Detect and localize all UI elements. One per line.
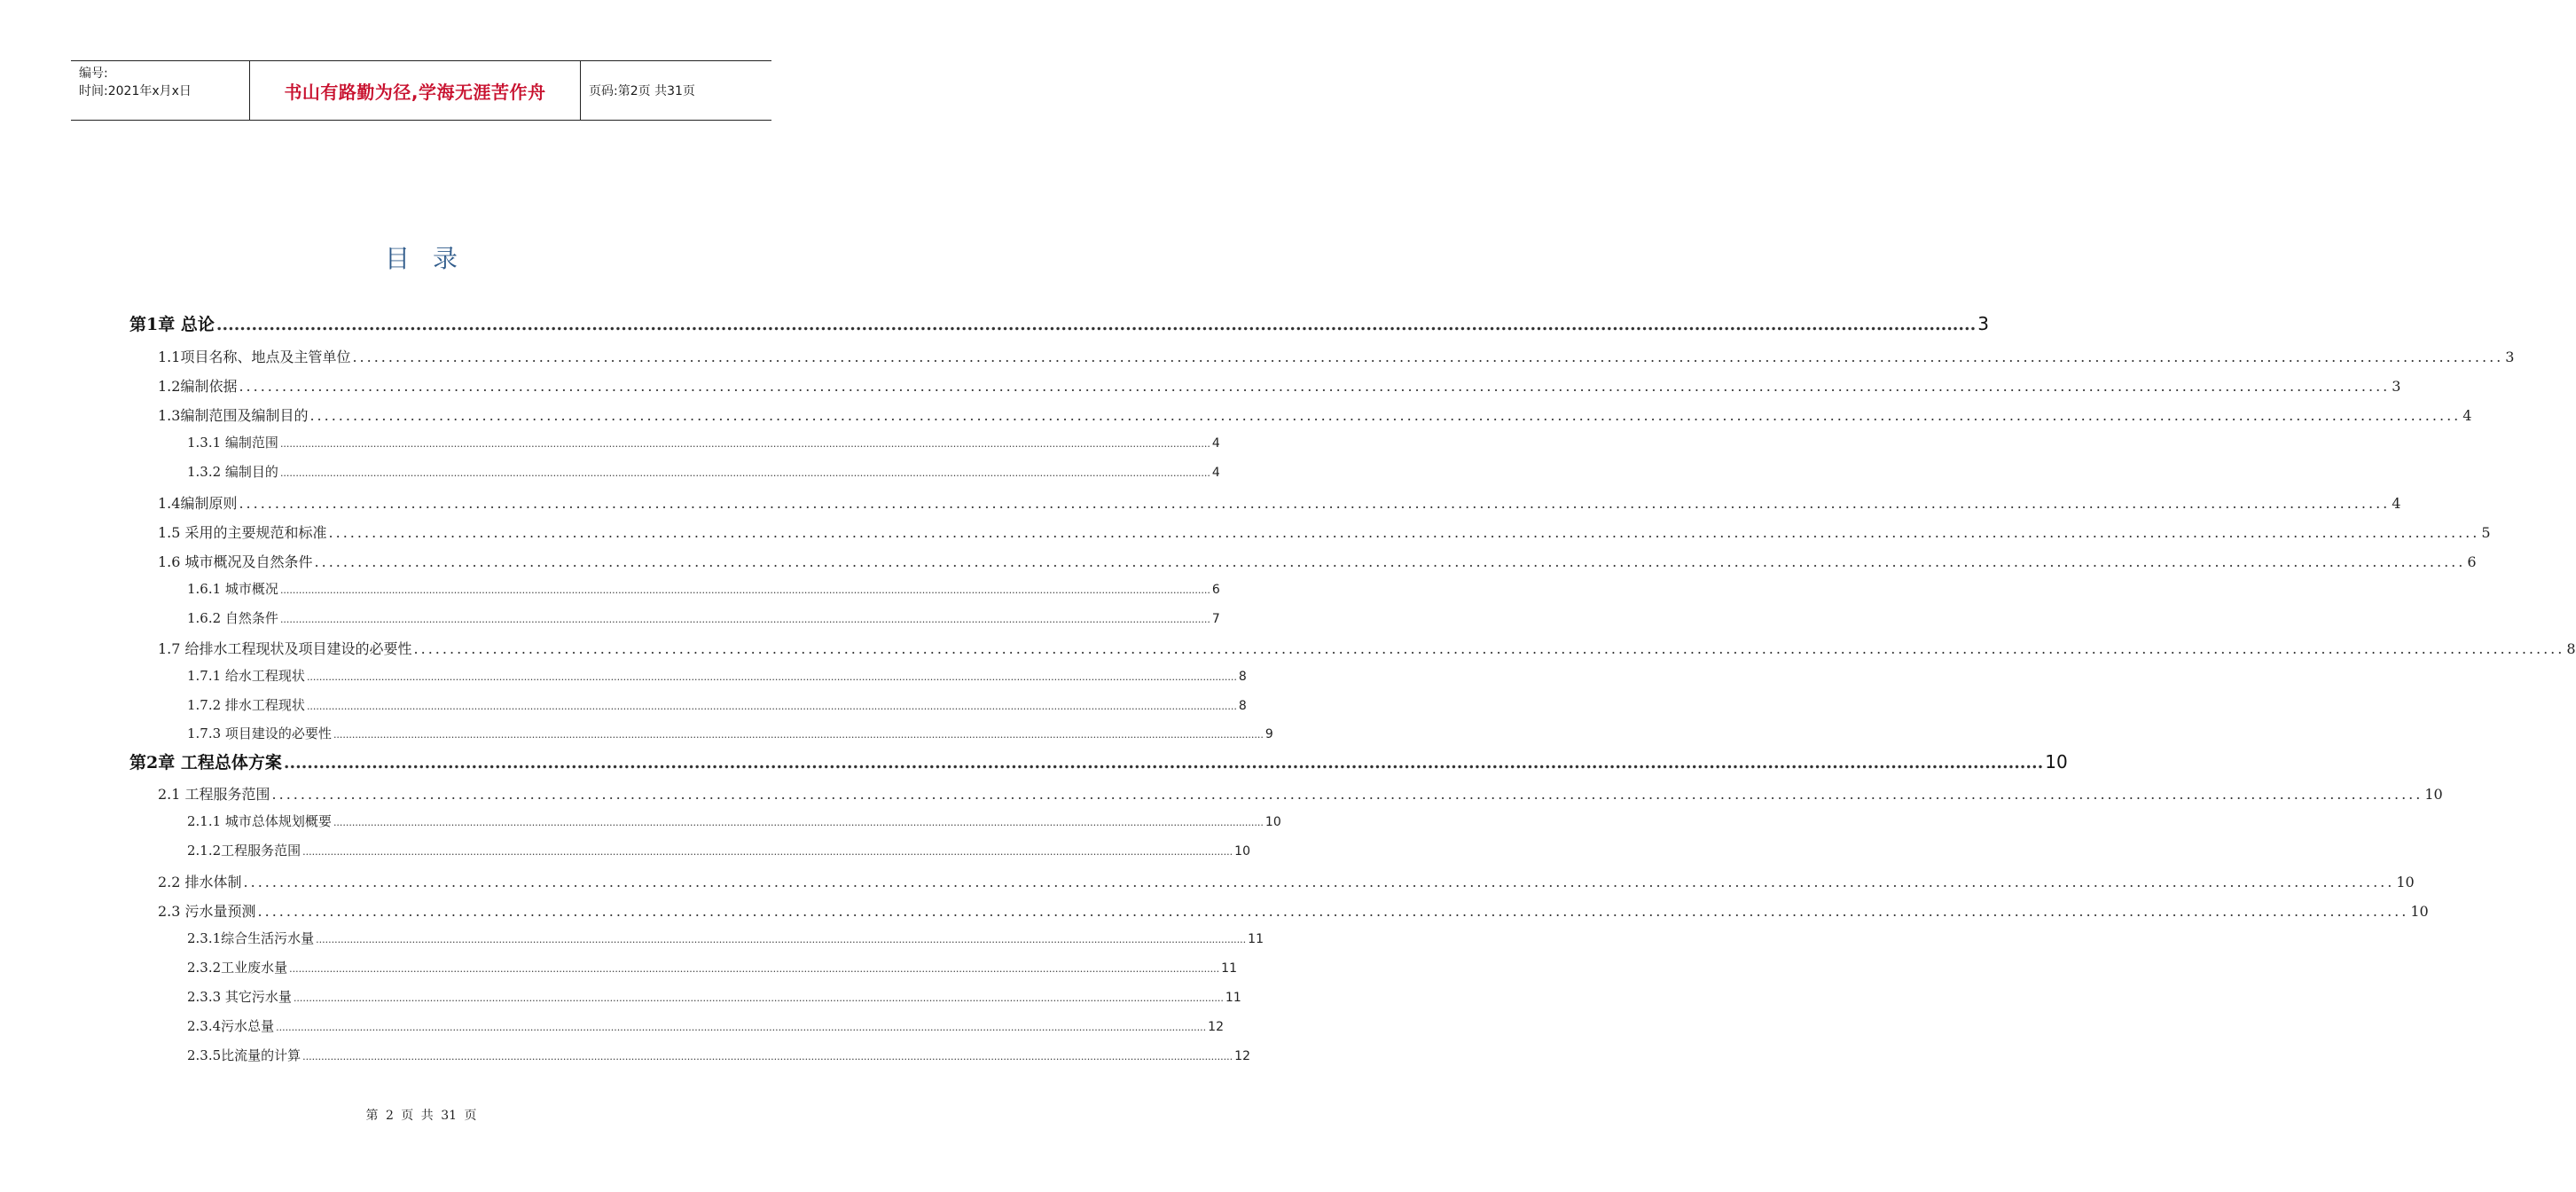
toc-entry-label: 1.5 采用的主要规范和标准 [158,524,327,541]
toc-leader-dots: ............................................................................................................................................................................................................................................................................................................ [333,729,1264,741]
toc-entry-page: 12 [1208,1020,1224,1034]
toc-entry-label: 1.7.1 给水工程现状 [187,668,305,684]
toc-entry-page: 11 [1225,991,1241,1005]
toc-entry-label: 1.3.2 编制目的 [187,464,278,480]
toc-entry-page: 10 [2045,751,2068,772]
toc-entry[interactable] [158,551,2477,570]
toc-entry-page: 12 [1234,1049,1250,1063]
toc-entry-label: 第2章 工程总体方案 [129,753,282,772]
toc-entry[interactable] [158,871,2415,890]
toc-entry-label: 1.7 给排水工程现状及项目建设的必要性 [158,640,412,657]
toc-entry[interactable] [187,579,1220,599]
toc-entry[interactable] [158,783,2443,803]
toc-entry-page: 4 [1211,466,1220,480]
toc-entry[interactable] [187,987,1241,1007]
toc-leader-dots: ............................................................................................................................................................................................................................................................................................................ [215,315,1977,334]
toc-entry-label: 2.3.4污水总量 [187,1018,275,1034]
toc-entry-page: 6 [1211,583,1220,597]
toc-leader-dots: ............................................................................................................................................................................................................................................................................................................ [328,524,2480,541]
toc-entry-label: 第1章 总论 [129,315,215,334]
page-header [71,60,771,121]
toc-entry[interactable] [187,841,1250,860]
header-motto: 书山有路勤为径,学海无涯苦作舟 [250,61,581,120]
toc-entry-page: 10 [1234,844,1250,859]
toc-entry-label: 2.3.1综合生活污水量 [187,930,315,946]
toc-entry-label: 2.3.3 其它污水量 [187,989,292,1005]
toc-entry-page: 10 [2410,903,2429,920]
toc-leader-dots: ............................................................................................................................................................................................................................................................................................................ [283,753,2044,772]
toc-leader-dots: ............................................................................................................................................................................................................................................................................................................ [276,1022,1207,1033]
toc-leader-dots: ............................................................................................................................................................................................................................................................................................................ [316,934,1247,945]
toc-entry-page: 3 [1977,313,1990,334]
toc-entry-page: 8 [1238,670,1247,684]
toc-entry-label: 2.3.2工业废水量 [187,960,288,976]
toc-entry-label: 1.7.2 排水工程现状 [187,697,305,713]
toc-entry-label: 1.3.1 编制范围 [187,435,278,451]
toc-entry[interactable] [187,929,1264,948]
toc-entry[interactable] [187,958,1237,977]
header-page-info: 页码:第2页 共31页 [589,84,695,98]
toc-entry-page: 4 [2462,407,2472,424]
toc-entry[interactable] [158,900,2429,920]
toc-entry-page: 8 [1238,699,1247,713]
toc-leader-dots: ............................................................................................................................................................................................................................................................................................................ [413,640,2565,657]
toc-entry-page: 8 [2566,640,2576,657]
toc-entry-label: 1.7.3 项目建设的必要性 [187,725,332,741]
toc-entry-label: 2.1.2工程服务范围 [187,843,301,859]
toc-entry[interactable] [158,346,2515,365]
toc-entry[interactable] [158,492,2401,512]
toc-entry[interactable] [158,375,2401,395]
toc-leader-dots: ............................................................................................................................................................................................................................................................................................................ [243,874,2395,890]
toc-leader-dots: ............................................................................................................................................................................................................................................................................................................ [279,584,1210,596]
toc-entry-page: 5 [2481,524,2491,541]
toc-leader-dots: ............................................................................................................................................................................................................................................................................................................ [239,495,2391,512]
toc-entry[interactable] [158,404,2472,424]
toc-leader-dots: ............................................................................................................................................................................................................................................................................................................ [352,349,2504,365]
toc-entry-label: 2.1 工程服务范围 [158,786,270,803]
toc-entry[interactable] [129,311,1990,334]
toc-leader-dots: ............................................................................................................................................................................................................................................................................................................ [279,438,1210,450]
toc-leader-dots: ............................................................................................................................................................................................................................................................................................................ [306,671,1237,683]
toc-entry-label: 1.6.2 自然条件 [187,610,278,626]
toc-leader-dots: ............................................................................................................................................................................................................................................................................................................ [306,701,1237,712]
toc-entry-label: 1.2编制依据 [158,378,238,395]
toc-entry[interactable] [158,522,2491,541]
toc-entry-page: 4 [2392,495,2401,512]
toc-entry-page: 10 [2424,786,2443,803]
toc-leader-dots: ............................................................................................................................................................................................................................................................................................................ [333,817,1264,828]
toc-entry[interactable] [158,638,2576,657]
toc-entry-page: 4 [1211,436,1220,451]
toc-leader-dots: ............................................................................................................................................................................................................................................................................................................ [257,903,2409,920]
toc-entry[interactable] [187,695,1247,715]
toc-entry-label: 1.4编制原则 [158,495,238,512]
toc-entry-label: 1.1项目名称、地点及主管单位 [158,349,351,365]
toc-entry-page: 6 [2467,553,2477,570]
toc-entry-page: 11 [1248,932,1264,946]
toc-leader-dots: ............................................................................................................................................................................................................................................................................................................ [271,786,2423,803]
toc-leader-dots: ............................................................................................................................................................................................................................................................................................................ [302,1051,1233,1063]
toc-entry-page: 7 [1211,612,1220,626]
header-meta [71,61,250,120]
toc-leader-dots: ............................................................................................................................................................................................................................................................................................................ [289,963,1220,975]
toc-entry[interactable] [129,749,2068,772]
toc-entry[interactable] [187,1016,1224,1036]
toc-entry-label: 1.3编制范围及编制目的 [158,407,309,424]
page-footer: 第 2 页 共 31 页 [365,1109,477,1123]
toc-leader-dots: ............................................................................................................................................................................................................................................................................................................ [314,553,2466,570]
toc-entry-page: 3 [2392,378,2401,395]
toc-leader-dots: ............................................................................................................................................................................................................................................................................................................ [293,992,1224,1004]
toc-entry[interactable] [187,812,1281,831]
toc-entry[interactable] [187,666,1247,686]
toc-entry-page: 11 [1221,961,1237,976]
toc-entry[interactable] [187,724,1273,743]
toc-leader-dots: ............................................................................................................................................................................................................................................................................................................ [239,378,2391,395]
header-time-label: 时间:2021年x月x日 [79,84,192,98]
toc-entry-page: 10 [1265,815,1281,829]
toc-entry-label: 2.3.5比流量的计算 [187,1047,301,1063]
toc-entry[interactable] [187,433,1220,452]
toc-entry-label: 2.2 排水体制 [158,874,242,890]
toc-leader-dots: ............................................................................................................................................................................................................................................................................................................ [309,407,2462,424]
toc-leader-dots: ............................................................................................................................................................................................................................................................................................................ [302,846,1233,858]
toc-entry-label: 1.6.1 城市概况 [187,581,278,597]
toc-entry[interactable] [187,608,1220,628]
toc-entry-page: 3 [2505,349,2515,365]
toc-leader-dots: ............................................................................................................................................................................................................................................................................................................ [279,467,1210,479]
toc-title: 目录 [384,244,481,273]
toc-entry-label: 2.1.1 城市总体规划概要 [187,813,332,829]
header-number-label: 编号: [79,67,108,81]
toc-entry-page: 10 [2396,874,2415,890]
toc-entry[interactable] [187,1046,1250,1065]
toc-leader-dots: ............................................................................................................................................................................................................................................................................................................ [279,614,1210,625]
toc-entry-page: 9 [1265,727,1273,741]
toc-entry-label: 1.6 城市概况及自然条件 [158,553,313,570]
toc-entry-label: 2.3 污水量预测 [158,903,256,920]
toc-entry[interactable] [187,462,1220,482]
